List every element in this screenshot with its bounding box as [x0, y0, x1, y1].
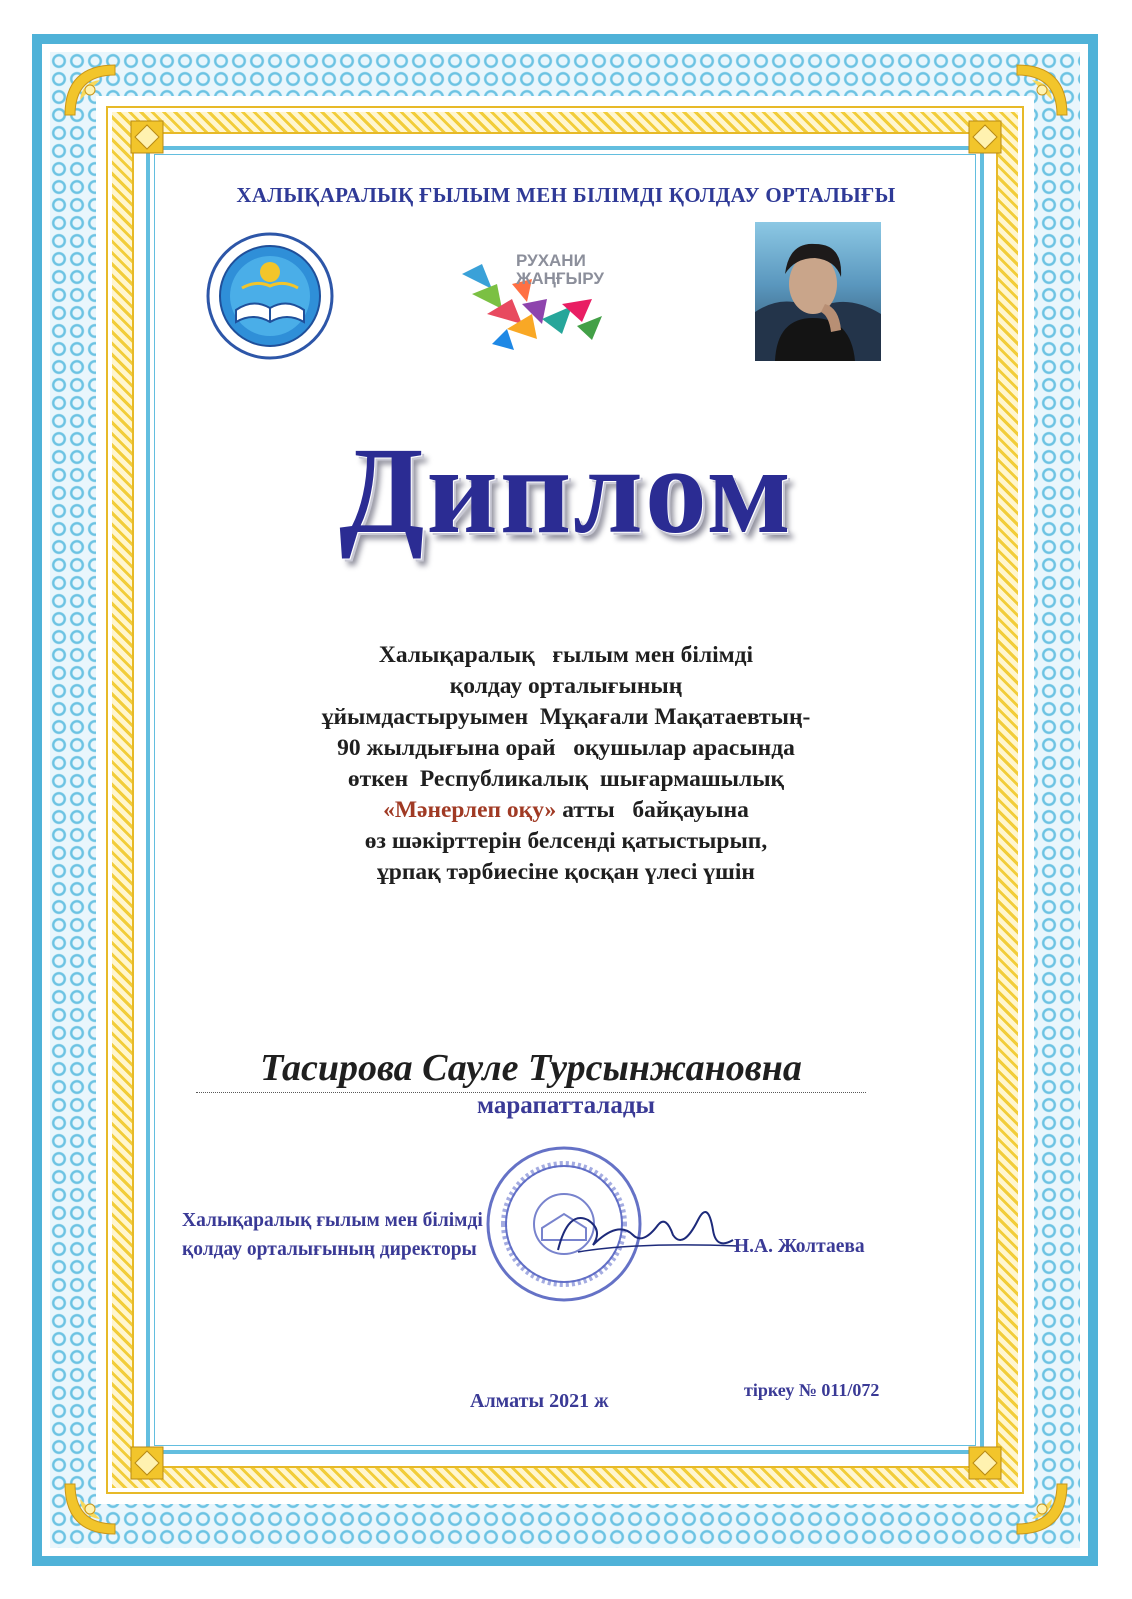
corner-ornament-icon [60, 60, 120, 120]
recipient-name: Тасирова Сауле Турсынжановна [196, 1046, 866, 1093]
rukhani-line2: ЖАҢҒЫРУ [516, 269, 604, 288]
body-line-2: қолдау орталығының [449, 673, 683, 699]
square-corner-ornament-icon [968, 1446, 1002, 1480]
corner-ornament-icon [1012, 60, 1072, 120]
rukhani-zhangyru-text [516, 252, 604, 288]
body-line-1: Халықаралық ғылым мен білімді [378, 642, 754, 668]
director-signature-icon [548, 1190, 748, 1270]
diploma-title: Диплом [339, 422, 793, 559]
registration-number: тіркеу № 011/072 [744, 1380, 880, 1400]
body-line-5: өткен Республикалық шығармашылық [347, 766, 785, 792]
organization-seal-logo-icon [206, 232, 334, 360]
director-title-line2: қолдау орталығының директоры [182, 1239, 477, 1260]
square-corner-ornament-icon [130, 120, 164, 154]
director-title [182, 1206, 483, 1264]
rukhani-line1: РУХАНИ [516, 251, 586, 270]
body-line-6-rest: атты байқауына [556, 797, 749, 823]
body-line-4: 90 жылдығына орай оқушылар арасында [337, 735, 795, 761]
square-corner-ornament-icon [968, 120, 1002, 154]
square-corner-ornament-icon [130, 1446, 164, 1480]
award-reason-text [150, 640, 982, 888]
awarded-label: марапатталады [477, 1092, 655, 1119]
body-line-6 [150, 795, 982, 826]
body-line-8: ұрпақ тәрбиесіне қосқан үлесі үшін [377, 859, 755, 885]
director-title-line1: Халықаралық ғылым мен білімді [182, 1210, 483, 1231]
poet-portrait-photo [755, 222, 881, 361]
portrait-figure-icon [755, 222, 881, 361]
director-name: Н.А. Жолтаева [734, 1236, 865, 1257]
organization-title: ХАЛЫҚАРАЛЫҚ ҒЫЛЫМ МЕН БІЛІМДІ ҚОЛДАУ ОРТАЛЫҒЫ [236, 183, 896, 207]
city-year: Алматы 2021 ж [470, 1390, 609, 1412]
contest-name: «Мәнерлеп оқу» [383, 797, 557, 823]
corner-ornament-icon [1012, 1479, 1072, 1539]
body-line-7: өз шәкірттерін белсенді қатыстырып, [364, 828, 768, 854]
corner-ornament-icon [60, 1479, 120, 1539]
body-line-3: ұйымдастыруымен Мұқағали Мақатаевтың- [321, 704, 811, 730]
